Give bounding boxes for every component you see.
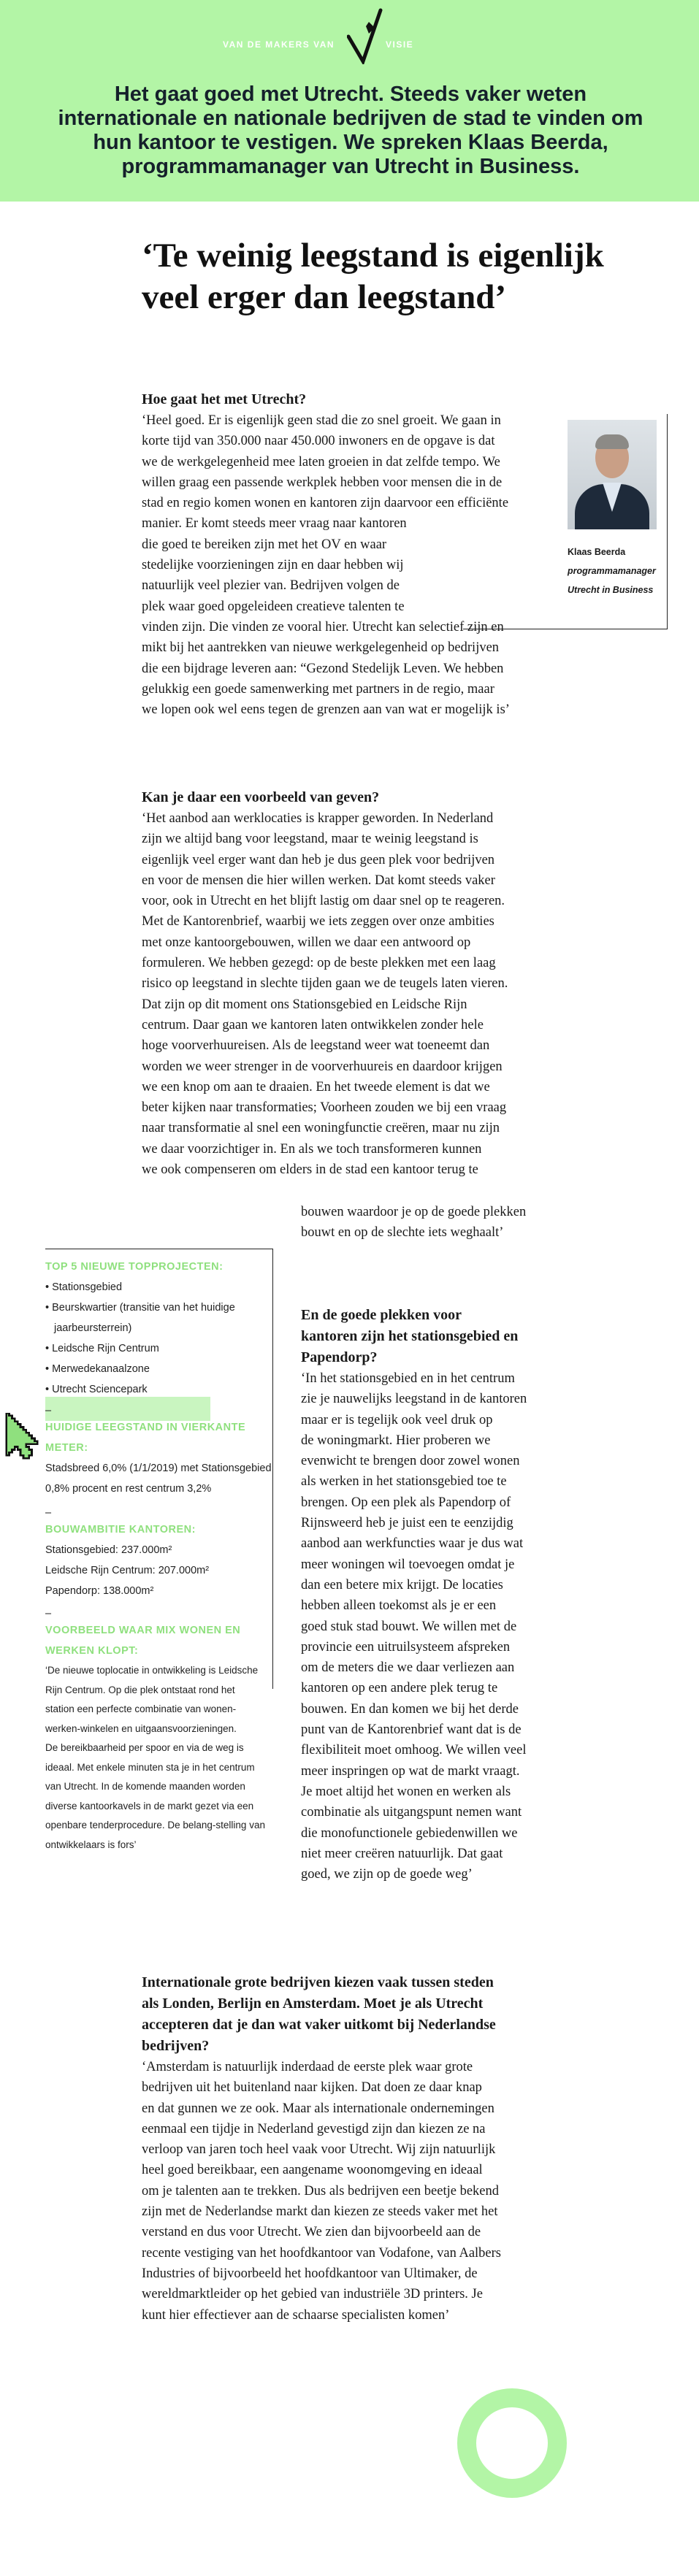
quote-line: werken-winkelen en uitgaansvoorzieningen. — [45, 1722, 237, 1734]
text-line: maar er is tegelijk ook veel druk op — [301, 1412, 493, 1427]
text-line: natuurlijk veel plezier van. Bedrijven volgen de — [142, 578, 400, 594]
text-line: korte tijd van 350.000 naar 450.000 inwoners en de opgave is dat — [142, 434, 495, 449]
text-line: hoge voorverhuureisen. Als de leegstand weer wat toeneemt dan — [142, 1038, 490, 1054]
text-line: brengen. Op een plek als Papendorp of — [301, 1495, 511, 1510]
text-line: bouwen waardoor je op de goede plekken — [301, 1205, 527, 1219]
text-line: eenmaal een tijdje in Nederland gevestigd zijn dan kiezen ze na — [142, 2121, 486, 2136]
top5-list — [45, 1277, 272, 1400]
example-heading: VOORBEELD WAAR MIX WONEN EN — [45, 1625, 241, 1636]
example-quote — [45, 1661, 272, 1855]
text-line: goed, we zijn op de goede weg’ — [301, 1867, 473, 1882]
visie-logo-icon — [347, 7, 383, 64]
text-line: recente vestiging van het hoofdkantoor van Vodafone, van Aalbers — [142, 2245, 501, 2261]
text-line: niet meer creëren natuurlijk. Dat gaat — [301, 1846, 503, 1861]
quote-line: van Utrecht. In de komende maanden worden — [45, 1781, 245, 1792]
quote-line: station een perfecte combinatie van wonen- — [45, 1703, 237, 1714]
text-line: verloop van jaren toch heel vaak voor Utrecht. Wij zijn natuurlijk — [142, 2142, 496, 2158]
question-line: Papendorp? — [301, 1349, 378, 1365]
text-line: als werken in het stationsgebied toe te — [301, 1474, 507, 1490]
text-line: wereldmarktleider op het gebied van industriële 3D printers. Je — [142, 2287, 483, 2302]
header-band — [0, 0, 699, 202]
text-line: Je moet altijd het wonen en werken als — [301, 1784, 511, 1799]
text-line: om de meters die we daar verliezen aan — [301, 1660, 515, 1676]
list-item: • Utrecht Sciencepark — [45, 1384, 148, 1395]
question-line: Internationale grote bedrijven kiezen vaak tussen steden — [142, 1974, 494, 1990]
question-line: En de goede plekken voor — [301, 1307, 462, 1323]
quote-line: Rijn Centrum. Op die plek ontstaat rond het — [45, 1684, 235, 1695]
text-line: we daar voorzichtiger in. En als we toch transformeren kunnen — [142, 1141, 482, 1157]
question-line: kantoren zijn het stationsgebied en — [301, 1328, 519, 1344]
vacancy-line: Stadsbreed 6,0% (1/1/2019) met Stationsgebied — [45, 1463, 272, 1474]
text-line: zijn we altijd bang voor leegstand, maar te weinig leegstand is — [142, 832, 478, 847]
text-line: die goed te bereiken zijn met het OV en waar — [142, 537, 387, 552]
text-line: combinatie als uitgangspunt nemen want — [301, 1805, 522, 1820]
section-international — [142, 1972, 668, 2326]
text-line: punt van de Kantorenbrief want dat is de — [301, 1722, 522, 1738]
portrait-hair — [595, 434, 629, 449]
text-line: ‘Heel goed. Er is eigenlijk geen stad die zo snel groeit. We gaan in — [142, 413, 501, 428]
decorative-ring-icon — [457, 2388, 567, 2498]
facts-sidebar — [45, 1249, 273, 1850]
intro-text: Het gaat goed met Utrecht. Steeds vaker weten internationale en nationale bedrijven de stad te vinden om hun kantoor te vestigen. We spreken Klaas Beerda, programmamanager van Utrecht in Business. — [58, 83, 643, 178]
portrait-photo — [568, 420, 657, 529]
question-heading: Hoe gaat het met Utrecht? — [142, 391, 307, 407]
text-line: eigenlijk veel erger want dan heb je dus geen plek voor bedrijven — [142, 852, 495, 867]
text-line: aanbod aan werkfuncties waar je dus wat — [301, 1536, 524, 1552]
top5-heading: TOP 5 NIEUWE TOPPROJECTEN: — [45, 1261, 224, 1273]
text-line: meer inspringen op wat de markt vraagt. — [301, 1763, 520, 1779]
question-heading — [301, 1305, 666, 1368]
answer-paragraph — [142, 2057, 668, 2326]
text-line: bouwt en op de slechte iets weghaalt’ — [301, 1225, 504, 1241]
text-line: zijn met de Nederlandse markt dan kiezen ze steeds vaker met het — [142, 2204, 498, 2220]
article-title: ‘Te weinig leegstand is eigenlijk veel erger dan leegstand’ — [142, 237, 604, 316]
text-line: Met de Kantorenbrief, waarbij we iets zeggen over onze ambities — [142, 914, 494, 929]
text-line: en voor de mensen die hier willen werken. Dat komt steeds vaker — [142, 873, 495, 888]
text-line: we een knop om aan te draaien. En het tweede element is dat we — [142, 1079, 490, 1095]
portrait-box — [463, 414, 668, 629]
question-heading: Kan je daar een voorbeeld van geven? — [142, 789, 380, 805]
text-line: flexibiliteit moet omhoog. We willen veel — [301, 1743, 527, 1758]
separator-dash: – — [45, 1405, 52, 1417]
text-line: bedrijven uit het buitenland naar kijken. Dat doen ze daar knap — [142, 2080, 482, 2096]
text-line: die monofunctionele gebiedenwillen we — [301, 1825, 518, 1841]
section-good-locations — [301, 1305, 666, 1885]
text-line: Dat zijn op dit moment ons Stationsgebied en Leidsche Rijn — [142, 997, 467, 1012]
text-line: zie je nauwelijks leegstand in de kantoren — [301, 1392, 527, 1407]
text-line: de woningmarkt. Hier proberen we — [301, 1433, 491, 1448]
text-line: heel goed bereikbaar, een aangename woonomgeving en ideaal — [142, 2163, 483, 2178]
text-line: evenwicht te brengen door zowel wonen — [301, 1454, 520, 1469]
vacancy-heading: HUIDIGE LEEGSTAND IN VIERKANTE METER: — [45, 1422, 246, 1454]
caption-role: programmamanager Utrecht in Business — [568, 566, 656, 595]
section-example — [142, 787, 668, 1180]
build-line: Leidsche Rijn Centrum: 207.000m² — [45, 1565, 210, 1576]
text-line: ‘Het aanbod aan werklocaties is krapper geworden. In Nederland — [142, 811, 494, 826]
brand-tagline: VAN DE MAKERS VAN — [223, 39, 335, 50]
text-line: dan een betere mix krijgt. De locaties — [301, 1577, 503, 1592]
quote-line: ideaal. Met enkele minuten sta je in het centrum — [45, 1761, 255, 1773]
text-line: mikt bij het aantrekken van nieuwe werkgelegenheid op bedrijven — [142, 640, 500, 656]
text-line: hebben alleen toekomst als je er een — [301, 1598, 497, 1614]
quote-line: diverse kantoorkavels in de markt gezet via een — [45, 1800, 254, 1812]
question-line: bedrijven? — [142, 2038, 210, 2054]
text-line: om je talenten aan te trekken. Dus als bedrijven een beetje bekend — [142, 2183, 500, 2199]
text-line: ‘In het stationsgebied en in het centrum — [301, 1371, 515, 1386]
quote-line: ‘De nieuwe toplocatie in ontwikkeling is Leidsche — [45, 1665, 259, 1676]
text-line: goed stuk stad bouwt. We willen met de — [301, 1619, 517, 1634]
question-line: accepteren dat je dan wat vaker uitkomt bij Nederlandse — [142, 2017, 496, 2033]
answer-paragraph — [301, 1368, 666, 1885]
text-line: we de werkgelegenheid mee laten groeien in dat zelfde tempo. We — [142, 454, 500, 469]
text-line: kunt hier effectiever aan de schaarse specialisten komen’ — [142, 2307, 450, 2323]
list-item: • Beurskwartier (transitie van het huidige — [45, 1302, 235, 1314]
text-line: verstand en dus voor Utrecht. We zien dan bijvoorbeeld aan de — [142, 2225, 481, 2240]
text-line: worden we weer strenger in de voorverhuureis en daardoor krijgen — [142, 1059, 503, 1074]
build-line: Stationsgebied: 237.000m² — [45, 1544, 172, 1556]
quote-line: ontwikkelaars is fors’ — [45, 1839, 137, 1850]
quote-line: De bereikbaarheid per spoor en via de weg is — [45, 1742, 244, 1753]
text-line: plek waar goed opgeleideen creatieve talenten te — [142, 599, 405, 614]
example-heading: WERKEN KLOPT: — [45, 1645, 139, 1657]
text-line: bouwen. En dan komen we bij het derde — [301, 1701, 519, 1717]
text-line: we ook compenseren om elders in de stad een kantoor terug te — [142, 1162, 478, 1178]
portrait-caption — [568, 543, 670, 599]
brand-name: VISIE — [386, 39, 414, 50]
text-line: formuleren. We hebben gezegd: op de beste plekken met een laag — [142, 956, 496, 971]
text-line: centrum. Daar gaan we kantoren laten ontwikkelen zonder hele — [142, 1017, 484, 1032]
text-line: stedelijke voorzieningen zijn en daar hebben wij — [142, 558, 404, 573]
text-line: stad en regio komen wonen en kantoren zijn daarvoor een efficiënte — [142, 496, 509, 511]
list-item: • Leidsche Rijn Centrum — [45, 1343, 159, 1354]
vacancy-line: 0,8% procent en rest centrum 3,2% — [45, 1483, 212, 1495]
text-line: provincie een uitruilsysteem afspreken — [301, 1639, 511, 1655]
separator-dash: – — [45, 1507, 52, 1519]
text-line: meer woningen wil toevoegen omdat je — [301, 1557, 515, 1572]
text-line: willen graag een passende werkplek hebben voor mensen die in de — [142, 475, 503, 490]
list-item: • Merwedekanaalzone — [45, 1363, 150, 1375]
build-heading: BOUWAMBITIE KANTOREN: — [45, 1524, 196, 1536]
section-example-tail — [301, 1202, 666, 1243]
text-line: vinden zijn. Die vinden ze vooral hier. Utrecht kan selectief zijn en — [142, 619, 504, 635]
pixel-cursor-icon — [3, 1413, 41, 1461]
text-line: beter kijken naar transformaties; Voorheen zouden we bij een vraag — [142, 1100, 507, 1116]
quote-line: openbare tenderprocedure. De belang-stelling van — [45, 1820, 265, 1831]
text-line: voor, ook in Utrecht en het blijft lastig om daar snel op te reageren. — [142, 894, 505, 909]
list-item: jaarbeursterrein) — [54, 1322, 132, 1334]
text-line: gelukkig een goede samenwerking met partners in de regio, maar — [142, 681, 494, 697]
text-line: Rijnsweerd heb je juist een te eenzijdig — [301, 1516, 513, 1531]
caption-name: Klaas Beerda — [568, 547, 626, 557]
text-line: kantoren op een andere plek terug te — [301, 1681, 498, 1696]
text-line: risico op leegstand in slechte tijden gaan we de teugels laten vieren. — [142, 976, 508, 992]
text-line: manier. Er komt steeds meer vraag naar kantoren — [142, 516, 407, 532]
text-line: en dat gunnen we ze ook. Maar als internationale ondernemingen — [142, 2101, 494, 2116]
separator-dash: – — [45, 1608, 52, 1619]
question-line: als Londen, Berlijn en Amsterdam. Moet je als Utrecht — [142, 1996, 484, 2012]
text-line: Industries of bijvoorbeeld het hoofdkantoor van Ultimaker, de — [142, 2266, 478, 2281]
list-item: • Stationsgebied — [45, 1281, 123, 1293]
build-line: Papendorp: 138.000m² — [45, 1585, 154, 1597]
text-line: ‘Amsterdam is natuurlijk inderdaad de eerste plek waar grote — [142, 2060, 473, 2074]
text-line: met onze kantoorgebouwen, willen we daar een antwoord op — [142, 935, 471, 950]
answer-paragraph — [142, 808, 668, 1180]
text-line: die een bijdrage leveren aan: “Gezond Stedelijk Leven. We hebben — [142, 661, 504, 676]
text-line: naar transformatie al snel een woningfunctie creëren, maar nu zijn — [142, 1121, 500, 1136]
text-line: we lopen ook wel eens tegen de grenzen aan van wat er mogelijk is’ — [142, 702, 510, 718]
question-heading — [142, 1972, 668, 2057]
